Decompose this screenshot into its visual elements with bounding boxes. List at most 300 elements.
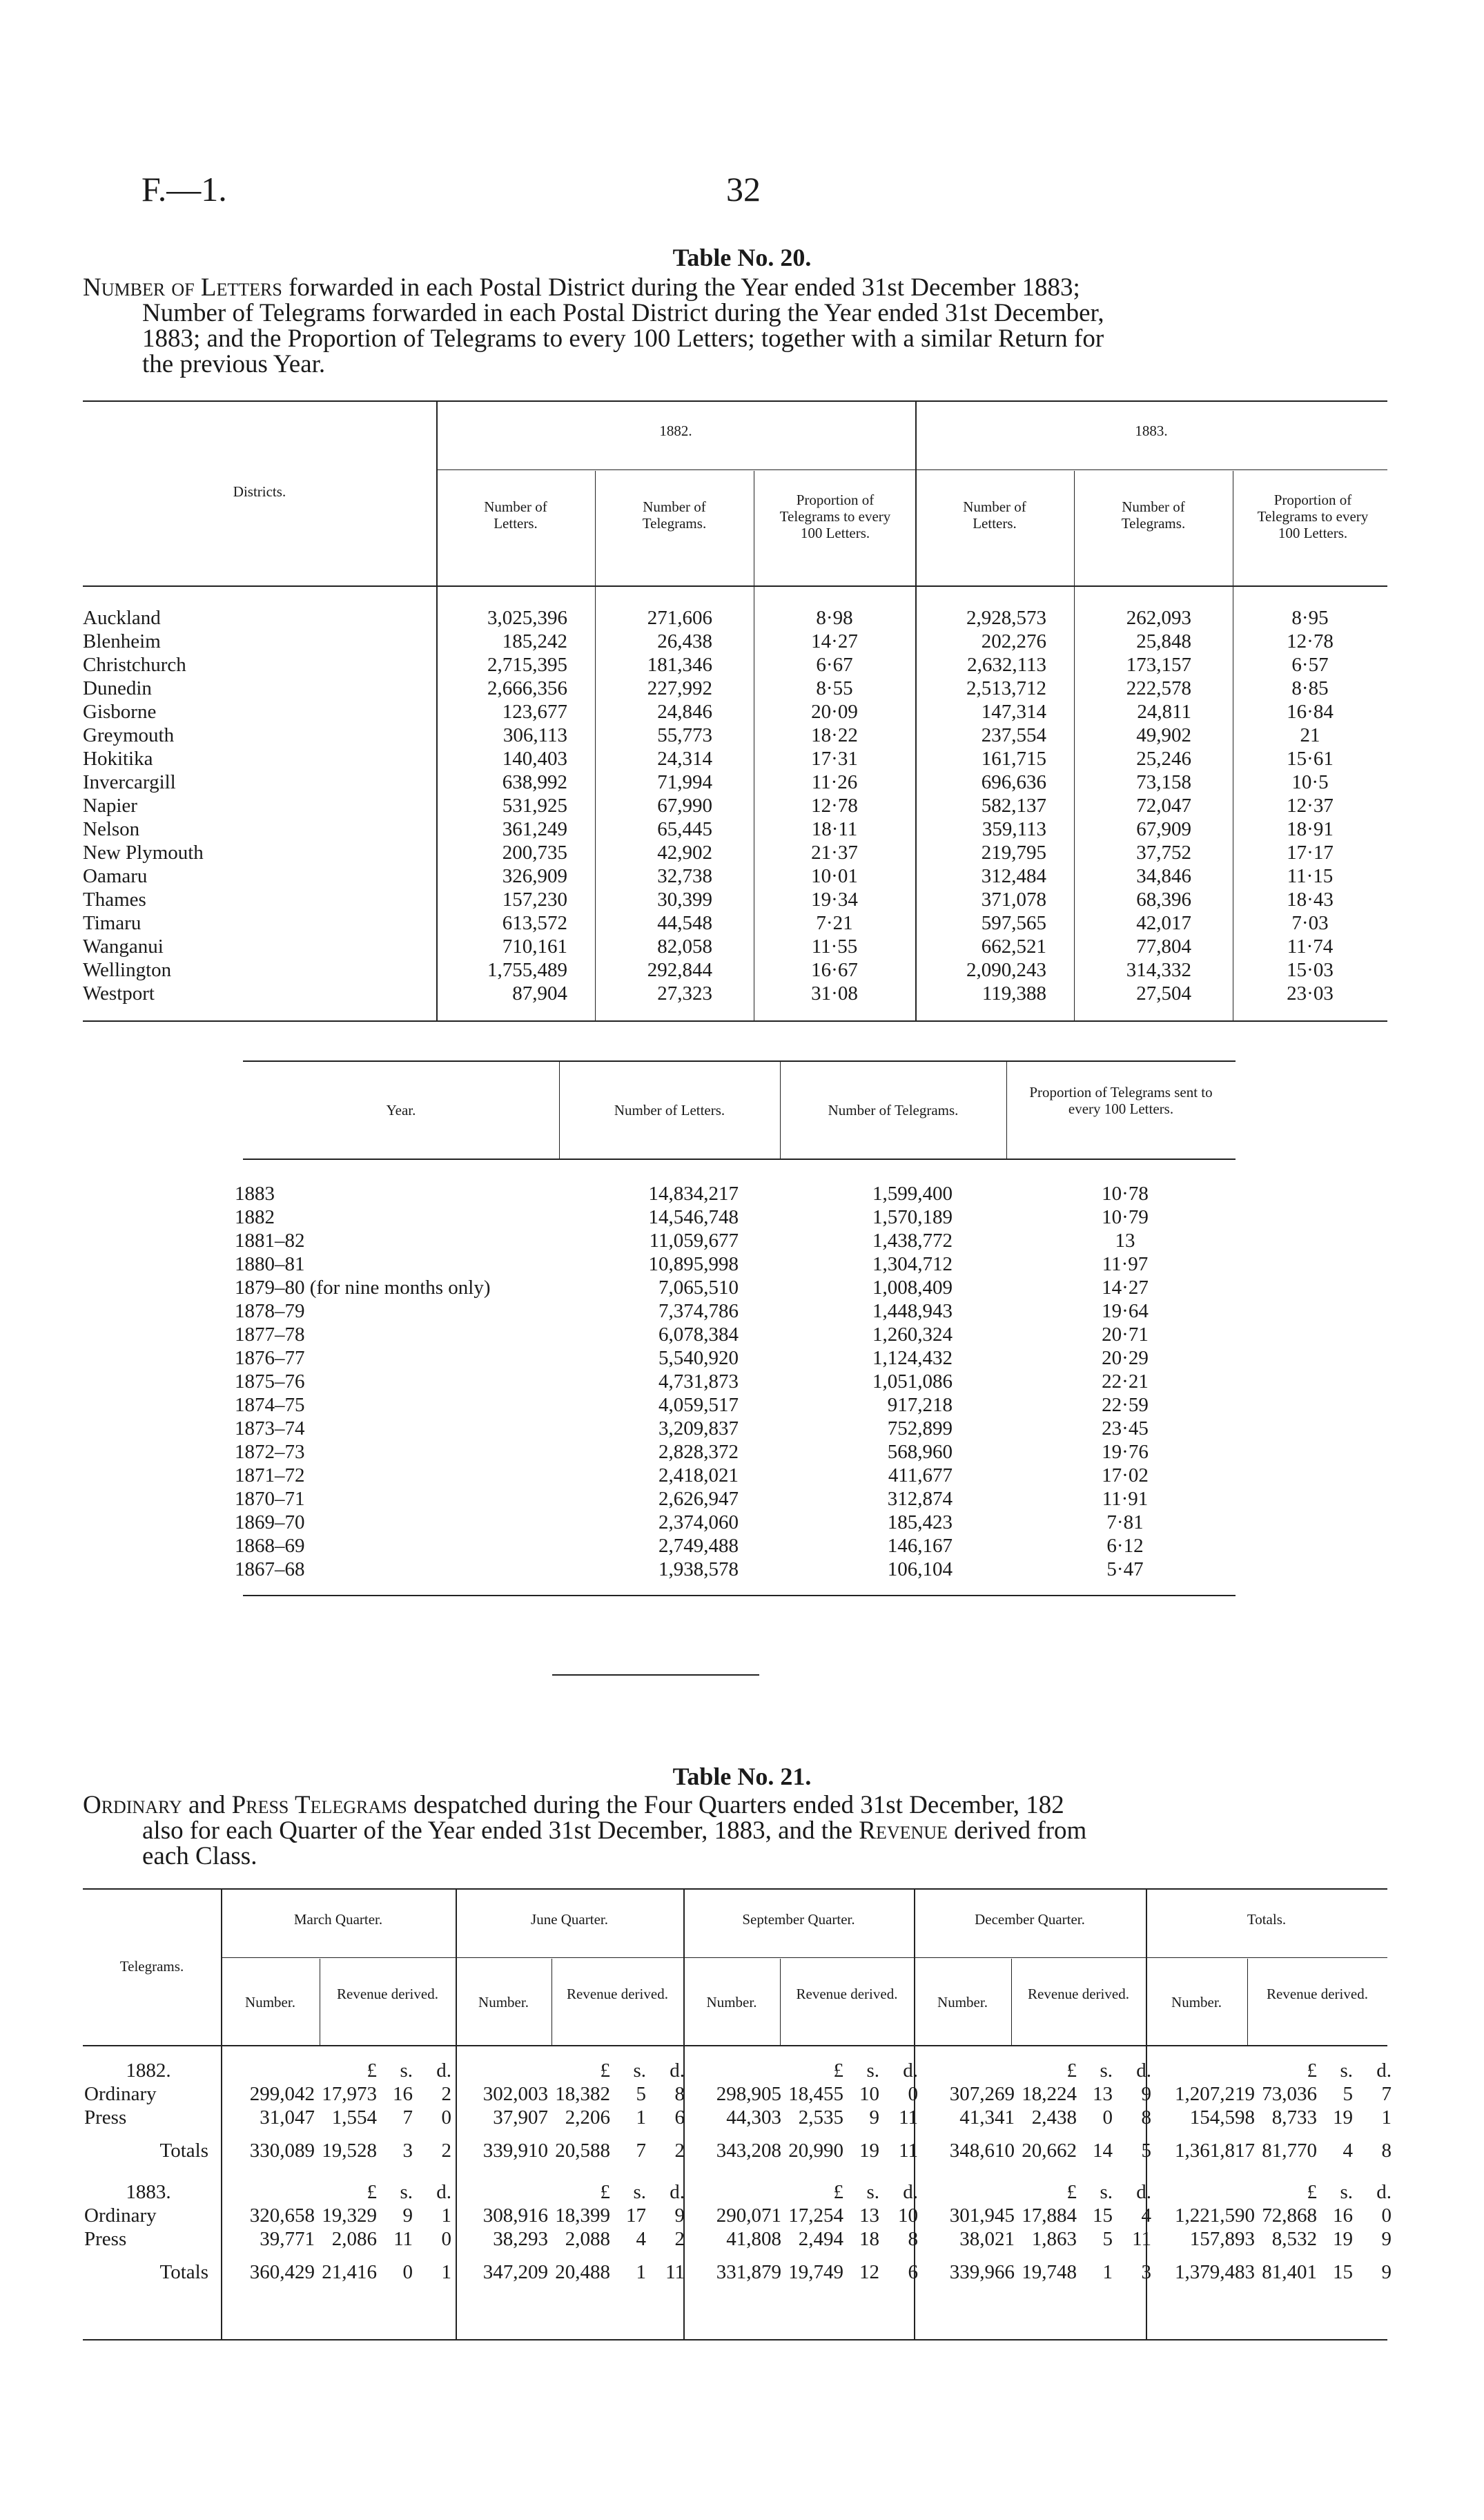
cell-value: 19: [1333, 2228, 1353, 2250]
pence-unit: d.: [1376, 2181, 1392, 2203]
spacer-cell: [76, 2129, 1394, 2139]
cell-value: 31·08: [811, 982, 858, 1005]
district-name: Invercargill: [83, 771, 176, 793]
cell-value: 12·78: [811, 795, 858, 817]
cell-value: 65,445: [657, 818, 712, 840]
table-row: [76, 817, 1387, 841]
cell-value: 0: [402, 2261, 413, 2283]
cell-value: 2,666,356: [487, 677, 567, 699]
cell-value: 14,546,748: [648, 1206, 739, 1228]
cell-value: 15·61: [1287, 748, 1334, 770]
cell-value: 20·71: [1102, 1324, 1149, 1346]
table-row: [228, 1534, 1236, 1558]
pence-unit: d.: [670, 2181, 685, 2203]
table21-top-rule: [83, 1888, 1387, 1890]
cell-value: 361,249: [502, 818, 567, 840]
cell-value: 222,578: [1126, 677, 1191, 699]
spacer-row: [76, 2129, 1394, 2139]
table-row: [228, 1323, 1236, 1346]
cell-value: 16·84: [1287, 701, 1334, 723]
cell-value: 157,230: [502, 889, 567, 911]
table-row: [228, 1299, 1236, 1323]
spacer-row: [76, 2284, 1394, 2302]
cell-value: 157,893: [1189, 2228, 1255, 2250]
cell-value: 16·67: [811, 959, 858, 981]
cell-value: 531,925: [502, 795, 567, 817]
cell-value: 19,748: [1022, 2261, 1077, 2283]
cell-value: 13: [1115, 1230, 1135, 1252]
cell-value: 1,361,817: [1175, 2140, 1255, 2162]
cell-value: 2,513,712: [966, 677, 1046, 699]
cell-value: 917,218: [887, 1394, 953, 1416]
cell-value: 14,834,217: [648, 1183, 739, 1205]
cell-value: 20,488: [555, 2261, 610, 2283]
cell-value: 11: [665, 2261, 685, 2283]
cell-value: 173,157: [1126, 654, 1191, 676]
cell-value: 312,484: [981, 865, 1046, 887]
cell-value: 8,532: [1271, 2228, 1317, 2250]
table20-body: [76, 606, 1387, 1005]
cell-value: 146,167: [887, 1535, 953, 1557]
t21-subhead-number: Number.: [1171, 1994, 1222, 2010]
district-name: Westport: [83, 982, 155, 1005]
cell-value: 5,540,920: [658, 1347, 739, 1369]
cell-value: 38,293: [493, 2228, 548, 2250]
cell-value: 9: [869, 2106, 879, 2129]
t21-col-telegrams: Telegrams.: [119, 1958, 184, 1975]
t21-subhead-revenue: Revenue derived.: [796, 1986, 898, 2002]
year-label: 1871–72: [235, 1464, 305, 1486]
cell-value: 308,916: [482, 2204, 548, 2227]
blank-cell: [921, 2059, 1017, 2082]
cell-value: 320,658: [249, 2204, 315, 2227]
cell-value: 19,749: [788, 2261, 843, 2283]
cell-value: 147,314: [981, 701, 1046, 723]
year-label: 1877–78: [235, 1324, 305, 1346]
pound-sign: £: [1066, 2181, 1077, 2203]
table-row: [76, 747, 1387, 770]
cell-value: 18,399: [555, 2204, 610, 2227]
cell-value: 16: [393, 2083, 413, 2105]
cell-value: 37,907: [493, 2106, 548, 2129]
t21-subhead-revenue: Revenue derived.: [1028, 1986, 1129, 2002]
table-row: [76, 770, 1387, 794]
cell-value: 17·31: [811, 748, 858, 770]
table-row: [228, 1252, 1236, 1276]
cell-value: 10,895,998: [648, 1253, 739, 1275]
spacer-cell: [76, 2162, 1394, 2180]
table-row: [76, 2106, 1394, 2129]
cell-value: 8: [674, 2083, 685, 2105]
cell-value: 14·27: [811, 630, 858, 652]
district-name: Nelson: [83, 818, 140, 840]
cell-value: 8·95: [1291, 607, 1329, 629]
cell-value: 1,260,324: [872, 1324, 953, 1346]
cell-value: 298,905: [716, 2083, 781, 2105]
pound-sign: £: [1307, 2181, 1317, 2203]
cell-value: 6·12: [1106, 1535, 1144, 1557]
cell-value: 371,078: [981, 889, 1046, 911]
year-label: 1870–71: [235, 1488, 305, 1510]
cell-value: 72,047: [1136, 795, 1191, 817]
yearly-head-rule: [243, 1159, 1236, 1160]
cell-value: 87,904: [512, 982, 567, 1005]
cell-value: 20,588: [555, 2140, 610, 2162]
col-year-1882: 1882.: [659, 423, 692, 439]
pence-unit: d.: [1136, 2059, 1151, 2082]
cell-value: 9: [1381, 2261, 1392, 2283]
cell-value: 18,224: [1022, 2083, 1077, 2105]
table20-caption: [83, 275, 1398, 377]
table20-bottom-rule: [83, 1020, 1387, 1022]
t21-col-september: September Quarter.: [742, 1911, 855, 1928]
section-year-row: [76, 2180, 1394, 2204]
cell-value: 3: [1141, 2261, 1151, 2283]
cell-value: 77,804: [1136, 936, 1191, 958]
cell-value: 67,909: [1136, 818, 1191, 840]
cell-value: 11·26: [811, 771, 858, 793]
table20-title: Table No. 20.: [672, 244, 812, 271]
cell-value: 19,528: [322, 2140, 377, 2162]
t21-subhead-number: Number.: [245, 1994, 295, 2010]
cell-value: 1,448,943: [872, 1300, 953, 1322]
cell-value: 30,399: [657, 889, 712, 911]
district-name: Thames: [83, 889, 146, 911]
cell-value: 44,548: [657, 912, 712, 934]
cell-value: 2,418,021: [658, 1464, 739, 1486]
cell-value: 19·76: [1102, 1441, 1149, 1463]
cell-value: 9: [402, 2204, 413, 2227]
shilling-unit: s.: [400, 2181, 413, 2203]
cell-value: 326,909: [502, 865, 567, 887]
cell-value: 17·17: [1287, 842, 1334, 864]
spacer-cell: [76, 2284, 1394, 2302]
table-row: [228, 1511, 1236, 1534]
cell-value: 11·74: [1287, 936, 1334, 958]
shilling-unit: s.: [1340, 2059, 1353, 2082]
cell-value: 24,811: [1137, 701, 1191, 723]
t21-vrule-sub: [551, 1959, 552, 2045]
table-row: [76, 653, 1387, 677]
year-label: 1869–70: [235, 1511, 305, 1533]
caption-line4: the previous Year.: [142, 350, 326, 378]
table-row: [228, 1464, 1236, 1487]
cell-value: 0: [908, 2083, 918, 2105]
cell-value: 38,021: [959, 2228, 1015, 2250]
cell-value: 2,374,060: [658, 1511, 739, 1533]
year-label: 1878–79: [235, 1300, 305, 1322]
table-row: [76, 630, 1387, 653]
cell-value: 21·37: [811, 842, 858, 864]
cell-value: 662,521: [981, 936, 1046, 958]
cell-value: 1: [1381, 2106, 1392, 2129]
cell-value: 9: [1141, 2083, 1151, 2105]
cell-value: 22·59: [1102, 1394, 1149, 1416]
cell-value: 20·09: [811, 701, 858, 723]
cell-value: 219,795: [981, 842, 1046, 864]
caption21-revenue: Revenue: [859, 1816, 948, 1845]
cell-value: 1: [636, 2106, 646, 2129]
cell-value: 2,088: [565, 2228, 610, 2250]
district-name: Auckland: [83, 607, 161, 629]
district-name: Dunedin: [83, 677, 152, 699]
caption21-line2-end: derived from: [947, 1816, 1087, 1845]
blank-cell: [921, 2180, 1017, 2204]
table-row: [76, 606, 1387, 630]
t21-col-june: June Quarter.: [531, 1911, 608, 1928]
cell-value: 597,565: [981, 912, 1046, 934]
cell-value: 19·64: [1102, 1300, 1149, 1322]
cell-value: 5: [636, 2083, 646, 2105]
pound-sign: £: [367, 2059, 377, 2082]
cell-value: 20,662: [1022, 2140, 1077, 2162]
cell-value: 11: [393, 2228, 413, 2250]
cell-value: 7: [402, 2106, 413, 2129]
cell-value: 8,733: [1271, 2106, 1317, 2129]
cell-value: 330,089: [249, 2140, 315, 2162]
cell-value: 42,017: [1136, 912, 1191, 934]
cell-value: 302,003: [482, 2083, 548, 2105]
table-row: [228, 1370, 1236, 1393]
cell-value: 18·22: [811, 724, 858, 746]
table-row: [228, 1393, 1236, 1417]
pound-sign: £: [600, 2181, 610, 2203]
cell-value: 17·02: [1102, 1464, 1149, 1486]
t21-vrule-sub: [1011, 1959, 1012, 2045]
district-name: Wanganui: [83, 936, 164, 958]
totals-row: [76, 2260, 1394, 2284]
blank-cell: [454, 2059, 551, 2082]
cell-value: 19: [859, 2140, 879, 2162]
table-row: [228, 1205, 1236, 1229]
cell-value: 72,868: [1262, 2204, 1317, 2227]
cell-value: 347,209: [482, 2261, 548, 2283]
cell-value: 6: [908, 2261, 918, 2283]
cell-value: 24,314: [657, 748, 712, 770]
caption21-press: Press Telegrams: [231, 1791, 407, 1819]
section-year-row: [76, 2059, 1394, 2082]
cell-value: 14: [1093, 2140, 1113, 2162]
year-label: 1881–82: [235, 1230, 305, 1252]
cell-value: 1,599,400: [872, 1183, 953, 1205]
cell-value: 2,749,488: [658, 1535, 739, 1557]
cell-value: 8·55: [816, 677, 853, 699]
cell-value: 2,535: [798, 2106, 843, 2129]
cell-value: 23·45: [1102, 1417, 1149, 1440]
cell-value: 7,065,510: [658, 1277, 739, 1299]
cell-value: 314,332: [1126, 959, 1191, 981]
cell-value: 81,401: [1262, 2261, 1317, 2283]
row-label: Ordinary: [84, 2204, 157, 2227]
cell-value: 34,846: [1136, 865, 1191, 887]
cell-value: 582,137: [981, 795, 1046, 817]
cell-value: 82,058: [657, 936, 712, 958]
pence-unit: d.: [1376, 2059, 1392, 2082]
yearly-top-rule: [243, 1060, 1236, 1062]
cell-value: 2: [441, 2083, 451, 2105]
cell-value: 37,752: [1136, 842, 1191, 864]
table-row: [228, 1417, 1236, 1440]
table-row: [76, 700, 1387, 724]
district-name: Oamaru: [83, 865, 148, 887]
cell-value: 42,902: [657, 842, 712, 864]
table-row: [76, 794, 1387, 817]
cell-value: 26,438: [657, 630, 712, 652]
cell-value: 21: [1300, 724, 1320, 746]
table-row: [228, 1276, 1236, 1299]
yearly-col-telegrams: Number of Telegrams.: [828, 1102, 959, 1118]
cell-value: 27,323: [657, 982, 712, 1005]
cell-value: 81,770: [1262, 2140, 1317, 2162]
caption21-ordinary: Ordinary: [83, 1791, 182, 1819]
t21-subhead-number: Number.: [937, 1994, 988, 2010]
cell-value: 44,303: [726, 2106, 781, 2129]
row-label: Ordinary: [84, 2083, 157, 2105]
cell-value: 12: [859, 2261, 879, 2283]
district-name: Napier: [83, 795, 137, 817]
cell-value: 20·29: [1102, 1347, 1149, 1369]
cell-value: 10: [898, 2204, 918, 2227]
yearly-vrule-3: [1006, 1062, 1007, 1159]
t21-vrule-sub: [1247, 1959, 1248, 2045]
cell-value: 10·01: [811, 865, 858, 887]
shilling-unit: s.: [866, 2181, 879, 2203]
pound-sign: £: [833, 2181, 843, 2203]
cell-value: 41,341: [959, 2106, 1015, 2129]
cell-value: 106,104: [887, 1558, 953, 1580]
cell-value: 1,755,489: [487, 959, 567, 981]
cell-value: 6·67: [816, 654, 853, 676]
cell-value: 7: [636, 2140, 646, 2162]
blank-cell: [687, 2059, 784, 2082]
table-row: [228, 1229, 1236, 1252]
cell-value: 161,715: [981, 748, 1046, 770]
cell-value: 301,945: [949, 2204, 1015, 2227]
cell-value: 11·97: [1102, 1253, 1149, 1275]
cell-value: 19: [1333, 2106, 1353, 2129]
col-districts: Districts.: [233, 483, 286, 500]
cell-value: 2,090,243: [966, 959, 1046, 981]
cell-value: 19·34: [811, 889, 858, 911]
col-proportion-1882: Proportion of Telegrams to every 100 Letters.: [779, 492, 891, 541]
cell-value: 154,598: [1189, 2106, 1255, 2129]
cell-value: 2,828,372: [658, 1441, 739, 1463]
section-year: 1883.: [126, 2181, 171, 2203]
table-row: [76, 958, 1387, 982]
cell-value: 73,158: [1136, 771, 1191, 793]
page-number: 32: [726, 170, 761, 209]
cell-value: 20,990: [788, 2140, 843, 2162]
cell-value: 9: [674, 2204, 685, 2227]
cell-value: 14·27: [1102, 1277, 1149, 1299]
year-label: 1874–75: [235, 1394, 305, 1416]
cell-value: 411,677: [888, 1464, 953, 1486]
district-name: Christchurch: [83, 654, 186, 676]
cell-value: 11: [899, 2140, 918, 2162]
shilling-unit: s.: [633, 2181, 646, 2203]
cell-value: 7·21: [816, 912, 853, 934]
pound-sign: £: [1066, 2059, 1077, 2082]
cell-value: 16: [1333, 2204, 1353, 2227]
t21-vrule-sub: [780, 1959, 781, 2045]
cell-value: 202,276: [981, 630, 1046, 652]
year-label: 1882: [235, 1206, 275, 1228]
cell-value: 4: [636, 2228, 646, 2250]
cell-value: 185,423: [887, 1511, 953, 1533]
cell-value: 1,438,772: [872, 1230, 953, 1252]
cell-value: 2,928,573: [966, 607, 1046, 629]
cell-value: 5: [1141, 2140, 1151, 2162]
cell-value: 11,059,677: [649, 1230, 739, 1252]
cell-value: 17: [626, 2204, 646, 2227]
cell-value: 1,051,086: [872, 1370, 953, 1393]
cell-value: 1,221,590: [1175, 2204, 1255, 2227]
totals-row: [76, 2139, 1394, 2162]
cell-value: 27,504: [1136, 982, 1191, 1005]
table-row: [228, 1440, 1236, 1464]
yearly-col-year: Year.: [386, 1102, 416, 1118]
cell-value: 2,626,947: [658, 1488, 739, 1510]
table-row: [76, 841, 1387, 864]
cell-value: 696,636: [981, 771, 1046, 793]
table-row: [228, 1558, 1236, 1581]
shilling-unit: s.: [866, 2059, 879, 2082]
col-proportion-1883: Proportion of Telegrams to every 100 Letters.: [1257, 492, 1369, 541]
row-label: Totals: [159, 2261, 208, 2283]
cell-value: 18·43: [1287, 889, 1334, 911]
cell-value: 31,047: [260, 2106, 315, 2129]
cell-value: 271,606: [647, 607, 712, 629]
cell-value: 10·78: [1102, 1183, 1149, 1205]
cell-value: 3,209,837: [658, 1417, 739, 1440]
t21-subhead-revenue: Revenue derived.: [567, 1986, 668, 2002]
cell-value: 11·55: [811, 936, 858, 958]
table20-top-rule: [83, 400, 1387, 402]
cell-value: 4,731,873: [658, 1370, 739, 1393]
cell-value: 4,059,517: [658, 1394, 739, 1416]
cell-value: 0: [441, 2106, 451, 2129]
cell-value: 181,346: [647, 654, 712, 676]
table21-title: Table No. 21.: [672, 1763, 812, 1790]
cell-value: 11: [1132, 2228, 1151, 2250]
cell-value: 21,416: [322, 2261, 377, 2283]
cell-value: 1,863: [1031, 2228, 1077, 2250]
cell-value: 15·03: [1287, 959, 1334, 981]
table-row: [76, 935, 1387, 958]
caption-lead: Number of Letters: [83, 273, 282, 302]
year-label: 1867–68: [235, 1558, 305, 1580]
table-row: [228, 1487, 1236, 1511]
cell-value: 331,879: [716, 2261, 781, 2283]
table21-bottom-rule: [83, 2339, 1387, 2340]
year-label: 1879–80 (for nine months only): [235, 1277, 491, 1299]
cell-value: 8: [908, 2228, 918, 2250]
cell-value: 1,008,409: [872, 1277, 953, 1299]
table21-head-rule: [83, 2045, 1387, 2046]
table-row: [76, 2204, 1394, 2227]
shilling-unit: s.: [1100, 2181, 1113, 2203]
pence-unit: d.: [436, 2181, 451, 2203]
cell-value: 4: [1343, 2140, 1353, 2162]
table-row: [228, 1182, 1236, 1205]
cell-value: 1: [441, 2204, 451, 2227]
shilling-unit: s.: [1340, 2181, 1353, 2203]
blank-cell: [687, 2180, 784, 2204]
cell-value: 2,438: [1031, 2106, 1077, 2129]
cell-value: 140,403: [502, 748, 567, 770]
caption-line3: 1883; and the Proportion of Telegrams to every 100 Letters; together with a similar Return for: [142, 324, 1104, 353]
cell-value: 8: [1141, 2106, 1151, 2129]
